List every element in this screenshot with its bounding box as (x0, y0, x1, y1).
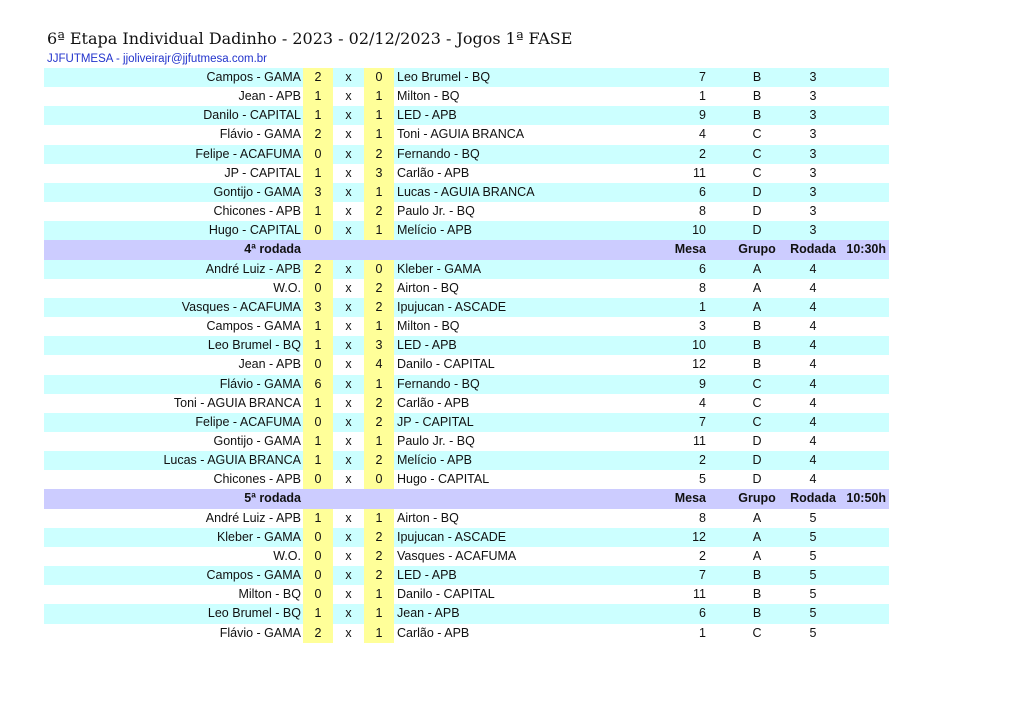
table-number: 11 (693, 587, 706, 602)
home-player: Vasques - ACAFUMA (181, 299, 301, 314)
versus-mark: x (345, 146, 352, 161)
group-letter: A (752, 280, 762, 295)
versus-mark: x (345, 261, 352, 276)
home-score: 6 (303, 375, 333, 394)
home-player: Flávio - GAMA (219, 127, 301, 142)
match-row (44, 68, 889, 87)
home-score: 0 (303, 413, 333, 432)
round-number: 4 (809, 261, 817, 276)
versus-mark: x (345, 280, 352, 295)
match-row (44, 509, 889, 528)
away-score: 2 (364, 202, 394, 221)
away-player: Airton - BQ (397, 280, 459, 295)
versus-mark: x (345, 587, 352, 602)
table-number: 10 (692, 338, 706, 353)
versus-mark: x (345, 108, 352, 123)
group-letter: C (752, 414, 762, 429)
match-row (44, 260, 889, 279)
home-score: 3 (303, 298, 333, 317)
away-player: Jean - APB (397, 606, 460, 621)
round-number: 3 (809, 108, 817, 123)
group-letter: B (752, 568, 762, 583)
group-letter: B (752, 70, 762, 84)
group-letter: D (752, 184, 762, 199)
header-time: 10:30h (846, 242, 886, 257)
round-number: 4 (809, 357, 817, 372)
versus-mark: x (345, 510, 352, 525)
round-number: 3 (809, 165, 817, 180)
table-number: 8 (699, 204, 706, 219)
versus-mark: x (345, 453, 352, 468)
away-player: LED - APB (397, 568, 457, 583)
versus-mark: x (345, 625, 352, 640)
away-score: 1 (364, 106, 394, 125)
home-player: André Luiz - APB (205, 510, 301, 525)
home-player: Kleber - GAMA (216, 529, 301, 544)
header-rodada: Rodada (790, 242, 836, 257)
table-number: 6 (699, 606, 706, 621)
table-number: 1 (699, 299, 706, 314)
home-score: 0 (303, 279, 333, 298)
home-player: Campos - GAMA (206, 568, 301, 583)
home-score: 0 (303, 528, 333, 547)
home-player: W.O. (273, 280, 301, 295)
away-player: Danilo - CAPITAL (397, 587, 495, 602)
match-row (44, 413, 889, 432)
group-letter: B (752, 319, 762, 334)
home-player: Felipe - ACAFUMA (195, 146, 301, 161)
table-number: 6 (699, 184, 706, 199)
round-number: 3 (809, 89, 817, 104)
home-score: 1 (303, 202, 333, 221)
header-grupo: Grupo (738, 491, 776, 506)
table-number: 4 (699, 127, 706, 142)
match-row (44, 528, 889, 547)
home-score: 3 (303, 183, 333, 202)
home-score: 2 (303, 260, 333, 279)
away-score: 2 (364, 547, 394, 566)
away-score: 1 (364, 624, 394, 643)
home-score: 1 (303, 604, 333, 623)
match-row (44, 566, 889, 585)
home-player: Chicones - APB (213, 204, 301, 219)
round-number: 4 (809, 376, 817, 391)
away-player: Milton - BQ (397, 89, 460, 104)
match-row (44, 202, 889, 221)
round-number: 4 (809, 319, 817, 334)
away-player: Paulo Jr. - BQ (397, 433, 475, 448)
home-player: Gontijo - GAMA (213, 433, 301, 448)
away-player: Danilo - CAPITAL (397, 357, 495, 372)
table-number: 11 (693, 433, 706, 448)
home-player: Toni - AGUIA BRANCA (173, 395, 301, 410)
away-score: 2 (364, 451, 394, 470)
match-schedule-table (44, 68, 889, 643)
versus-mark: x (345, 299, 352, 314)
home-score: 1 (303, 106, 333, 125)
away-player: Hugo - CAPITAL (397, 472, 490, 487)
match-row (44, 87, 889, 106)
group-letter: B (752, 606, 762, 621)
group-letter: C (752, 376, 762, 391)
group-letter: D (752, 204, 762, 219)
group-letter: A (752, 548, 762, 563)
group-letter: B (752, 587, 762, 602)
group-letter: A (752, 510, 762, 525)
round-number: 5 (809, 568, 817, 583)
group-letter: D (752, 433, 762, 448)
round-number: 3 (809, 70, 817, 84)
versus-mark: x (345, 568, 352, 583)
away-player: Melício - APB (397, 223, 473, 238)
versus-mark: x (345, 395, 352, 410)
group-letter: C (752, 395, 762, 410)
away-player: Leo Brumel - BQ (397, 70, 491, 84)
round-number: 5 (809, 625, 817, 640)
away-player: JP - CAPITAL (397, 414, 474, 429)
round-number: 5 (809, 606, 817, 621)
round-number: 4 (809, 338, 817, 353)
group-letter: B (752, 338, 762, 353)
contact-line: JJFUTMESA - jjoliveirajr@jjfutmesa.com.br (47, 53, 267, 65)
round-label: 4ª rodada (244, 242, 301, 257)
table-number: 4 (699, 395, 706, 410)
away-score: 0 (364, 470, 394, 489)
table-number: 8 (699, 280, 706, 295)
home-score: 1 (303, 394, 333, 413)
away-player: Melício - APB (397, 453, 473, 468)
away-player: Paulo Jr. - BQ (397, 204, 475, 219)
round-number: 5 (809, 587, 817, 602)
match-row (44, 451, 889, 470)
round-header-row (44, 489, 889, 508)
round-header-row (44, 240, 889, 259)
group-letter: A (752, 299, 762, 314)
group-letter: B (752, 108, 762, 123)
home-score: 0 (303, 470, 333, 489)
away-score: 2 (364, 528, 394, 547)
group-letter: D (752, 453, 762, 468)
away-player: Carlão - APB (397, 165, 470, 180)
group-letter: A (752, 261, 762, 276)
versus-mark: x (345, 223, 352, 238)
away-player: Ipujucan - ASCADE (397, 529, 507, 544)
header-mesa: Mesa (674, 491, 706, 506)
away-score: 1 (364, 375, 394, 394)
table-number: 9 (699, 108, 706, 123)
home-player: JP - CAPITAL (224, 165, 301, 180)
home-score: 1 (303, 317, 333, 336)
match-row (44, 624, 889, 643)
home-score: 1 (303, 164, 333, 183)
round-number: 5 (809, 529, 817, 544)
versus-mark: x (345, 472, 352, 487)
home-player: Campos - GAMA (206, 70, 301, 84)
home-score: 0 (303, 547, 333, 566)
table-number: 5 (699, 472, 706, 487)
versus-mark: x (345, 70, 352, 84)
home-player: André Luiz - APB (205, 261, 301, 276)
group-letter: B (752, 89, 762, 104)
round-number: 4 (809, 453, 817, 468)
round-number: 5 (809, 548, 817, 563)
versus-mark: x (345, 357, 352, 372)
table-number: 7 (699, 414, 706, 429)
away-score: 2 (364, 413, 394, 432)
home-score: 1 (303, 451, 333, 470)
table-number: 9 (699, 376, 706, 391)
group-letter: C (752, 625, 762, 640)
home-score: 0 (303, 566, 333, 585)
versus-mark: x (345, 376, 352, 391)
table-number: 7 (699, 70, 706, 84)
away-score: 2 (364, 279, 394, 298)
group-letter: D (752, 223, 762, 238)
round-number: 3 (809, 184, 817, 199)
round-number: 4 (809, 414, 817, 429)
match-row (44, 221, 889, 240)
match-row (44, 470, 889, 489)
away-score: 1 (364, 221, 394, 240)
versus-mark: x (345, 338, 352, 353)
group-letter: A (752, 529, 762, 544)
home-player: Milton - BQ (238, 587, 301, 602)
match-row (44, 394, 889, 413)
away-player: LED - APB (397, 108, 457, 123)
round-number: 5 (809, 510, 817, 525)
away-score: 1 (364, 585, 394, 604)
match-row (44, 432, 889, 451)
round-number: 3 (809, 223, 817, 238)
versus-mark: x (345, 319, 352, 334)
table-number: 2 (699, 146, 706, 161)
table-number: 1 (699, 625, 706, 640)
home-player: Leo Brumel - BQ (207, 606, 301, 621)
table-number: 2 (699, 453, 706, 468)
header-mesa: Mesa (674, 242, 706, 257)
round-number: 4 (809, 433, 817, 448)
home-score: 0 (303, 585, 333, 604)
away-score: 2 (364, 145, 394, 164)
table-number: 11 (693, 165, 706, 180)
home-player: Danilo - CAPITAL (203, 108, 301, 123)
home-player: Felipe - ACAFUMA (195, 414, 301, 429)
versus-mark: x (345, 204, 352, 219)
away-player: Fernando - BQ (397, 376, 480, 391)
home-player: Chicones - APB (213, 472, 301, 487)
table-number: 3 (699, 319, 706, 334)
home-player: Campos - GAMA (206, 319, 301, 334)
match-row (44, 317, 889, 336)
home-player: Lucas - AGUIA BRANCA (163, 453, 301, 468)
away-score: 1 (364, 317, 394, 336)
match-row (44, 336, 889, 355)
round-number: 4 (809, 395, 817, 410)
away-score: 1 (364, 604, 394, 623)
table-number: 7 (699, 568, 706, 583)
table-number: 10 (692, 223, 706, 238)
home-player: Flávio - GAMA (219, 376, 301, 391)
away-score: 2 (364, 394, 394, 413)
table-number: 12 (692, 357, 706, 372)
away-score: 1 (364, 183, 394, 202)
match-row (44, 125, 889, 144)
match-row (44, 547, 889, 566)
versus-mark: x (345, 89, 352, 104)
round-number: 4 (809, 472, 817, 487)
away-player: Carlão - APB (397, 395, 470, 410)
home-player: Hugo - CAPITAL (208, 223, 301, 238)
away-score: 2 (364, 566, 394, 585)
away-score: 2 (364, 298, 394, 317)
away-player: Fernando - BQ (397, 146, 480, 161)
match-row (44, 585, 889, 604)
versus-mark: x (345, 414, 352, 429)
table-number: 8 (699, 510, 706, 525)
away-player: Carlão - APB (397, 625, 470, 640)
match-row (44, 106, 889, 125)
home-player: Jean - APB (238, 357, 301, 372)
round-number: 3 (809, 146, 817, 161)
home-score: 1 (303, 336, 333, 355)
home-player: Flávio - GAMA (219, 625, 301, 640)
page-title: 6ª Etapa Individual Dadinho - 2023 - 02/12/2023 - Jogos 1ª FASE (47, 29, 573, 48)
header-rodada: Rodada (790, 491, 836, 506)
away-score: 1 (364, 125, 394, 144)
home-player: Leo Brumel - BQ (207, 338, 301, 353)
table-number: 6 (699, 261, 706, 276)
away-player: Milton - BQ (397, 319, 460, 334)
table-number: 2 (699, 548, 706, 563)
match-row (44, 355, 889, 374)
away-score: 1 (364, 509, 394, 528)
match-row (44, 604, 889, 623)
versus-mark: x (345, 433, 352, 448)
group-letter: B (752, 357, 762, 372)
home-player: Gontijo - GAMA (213, 184, 301, 199)
home-score: 2 (303, 624, 333, 643)
away-score: 3 (364, 336, 394, 355)
home-score: 1 (303, 509, 333, 528)
versus-mark: x (345, 127, 352, 142)
home-score: 0 (303, 221, 333, 240)
round-label: 5ª rodada (244, 491, 301, 506)
match-row (44, 164, 889, 183)
match-row (44, 298, 889, 317)
away-player: LED - APB (397, 338, 457, 353)
away-player: Kleber - GAMA (397, 261, 482, 276)
group-letter: C (752, 165, 762, 180)
table-number: 1 (699, 89, 706, 104)
round-number: 4 (809, 299, 817, 314)
away-player: Toni - AGUIA BRANCA (397, 127, 525, 142)
away-score: 1 (364, 87, 394, 106)
home-score: 0 (303, 145, 333, 164)
versus-mark: x (345, 606, 352, 621)
round-number: 3 (809, 204, 817, 219)
match-row (44, 145, 889, 164)
away-score: 0 (364, 260, 394, 279)
match-row (44, 183, 889, 202)
home-player: Jean - APB (238, 89, 301, 104)
versus-mark: x (345, 548, 352, 563)
away-score: 0 (364, 68, 394, 87)
away-score: 1 (364, 432, 394, 451)
header-grupo: Grupo (738, 242, 776, 257)
home-score: 2 (303, 125, 333, 144)
header-time: 10:50h (846, 491, 886, 506)
away-player: Ipujucan - ASCADE (397, 299, 507, 314)
versus-mark: x (345, 165, 352, 180)
round-number: 3 (809, 127, 817, 142)
away-player: Lucas - AGUIA BRANCA (397, 184, 535, 199)
away-score: 4 (364, 355, 394, 374)
match-row (44, 279, 889, 298)
home-score: 0 (303, 355, 333, 374)
table-number: 12 (692, 529, 706, 544)
home-score: 1 (303, 432, 333, 451)
home-score: 1 (303, 87, 333, 106)
versus-mark: x (345, 184, 352, 199)
round-number: 4 (809, 280, 817, 295)
home-score: 2 (303, 68, 333, 87)
group-letter: C (752, 127, 762, 142)
group-letter: C (752, 146, 762, 161)
versus-mark: x (345, 529, 352, 544)
match-row (44, 375, 889, 394)
group-letter: D (752, 472, 762, 487)
home-player: W.O. (273, 548, 301, 563)
away-score: 3 (364, 164, 394, 183)
away-player: Vasques - ACAFUMA (397, 548, 517, 563)
away-player: Airton - BQ (397, 510, 459, 525)
